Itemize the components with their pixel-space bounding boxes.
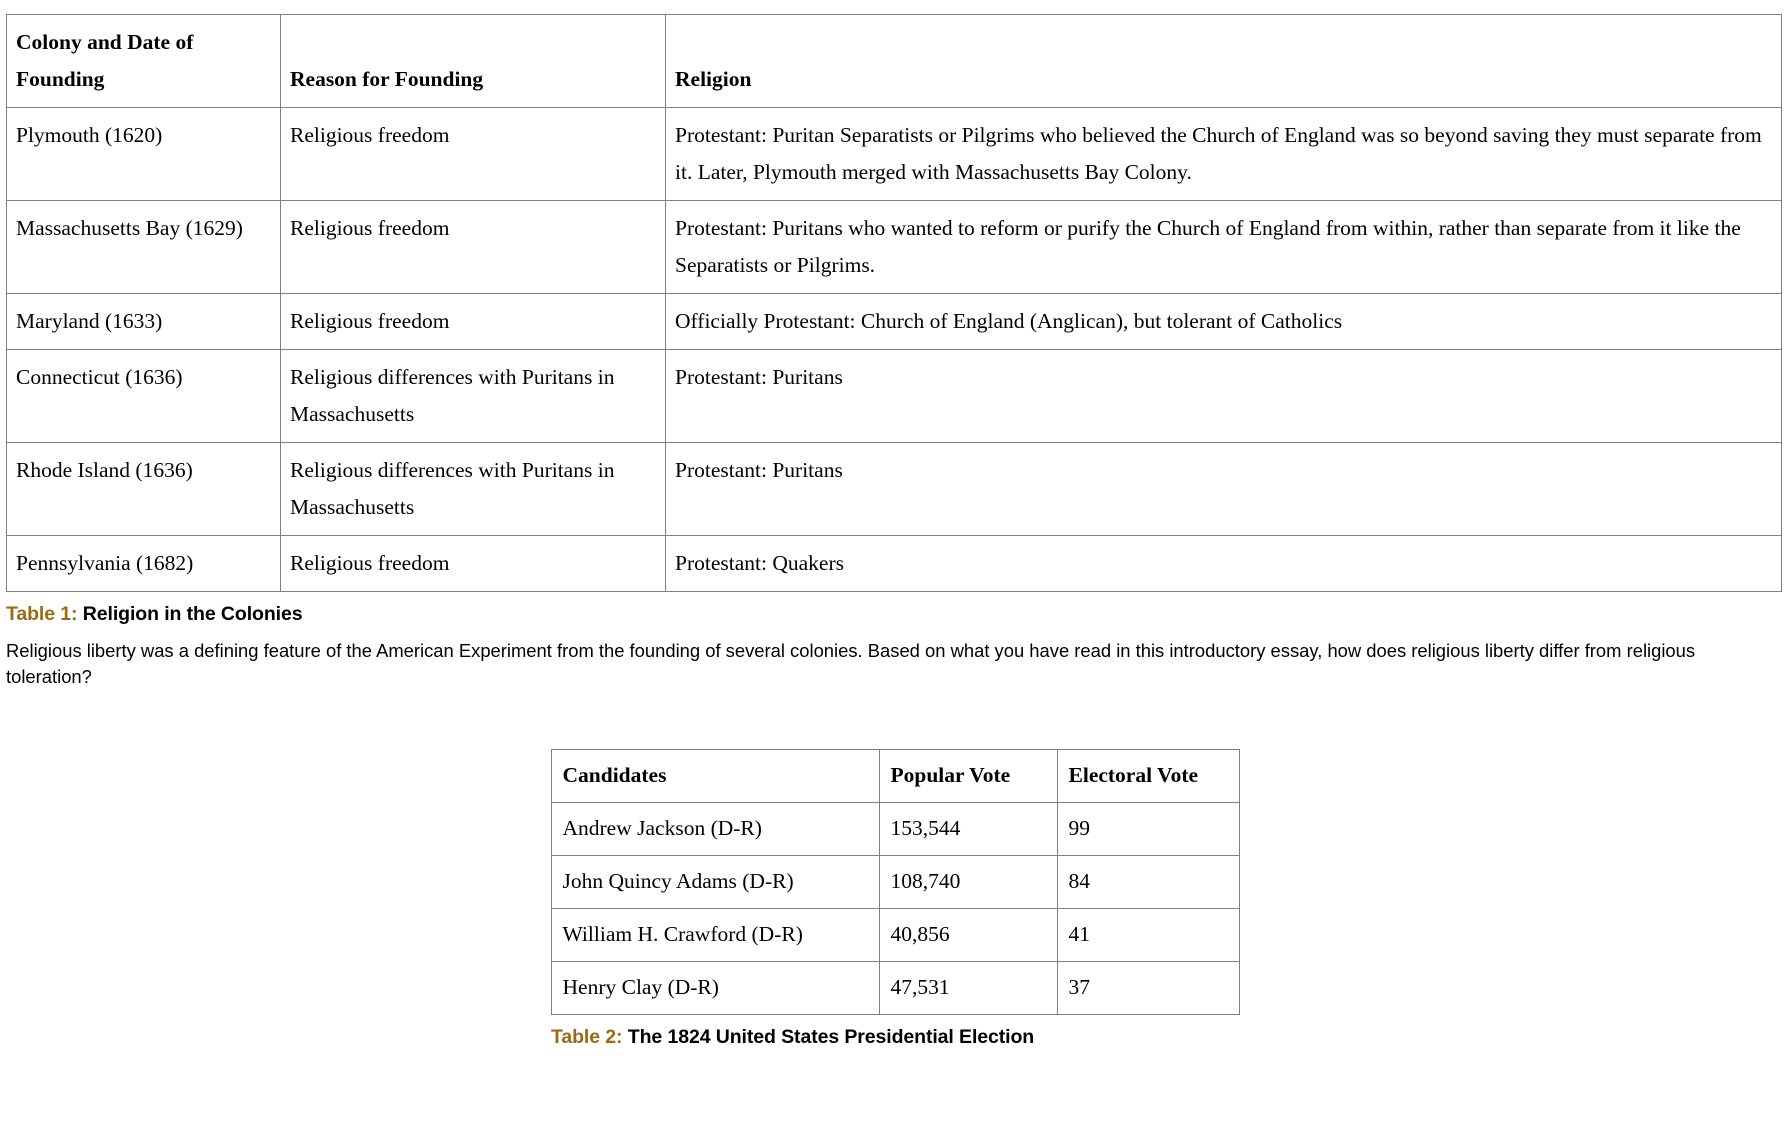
table-row	[551, 856, 1239, 909]
election-1824-table	[551, 749, 1240, 1015]
table-1-container	[0, 14, 1784, 691]
table-1-caption-label: Table 1:	[6, 602, 78, 625]
cell-candidate: Henry Clay (D-R)	[551, 962, 879, 1015]
cell-colony: Massachusetts Bay (1629)	[7, 200, 281, 293]
cell-electoral-vote: 37	[1057, 962, 1239, 1015]
cell-reason: Religious freedom	[281, 293, 666, 349]
cell-reason: Religious freedom	[281, 535, 666, 591]
column-header-candidates: Candidates	[551, 750, 879, 803]
cell-colony: Rhode Island (1636)	[7, 442, 281, 535]
table-2-container	[0, 749, 1784, 1049]
cell-popular-vote: 108,740	[879, 856, 1057, 909]
cell-religion: Protestant: Puritan Separatists or Pilgrims who believed the Church of England was so beyond saving they must separate from it. Later, Plymouth merged with Massachusetts Bay Colony.	[666, 108, 1782, 201]
cell-popular-vote: 47,531	[879, 962, 1057, 1015]
table-1-header	[7, 15, 1782, 108]
table-row	[7, 349, 1782, 442]
table-2-caption	[551, 1026, 1239, 1049]
cell-reason: Religious freedom	[281, 108, 666, 201]
cell-religion: Protestant: Puritans who wanted to reform or purify the Church of England from within, rather than separate from it like the Separatists or Pilgrims.	[666, 200, 1782, 293]
table-1-body	[7, 108, 1782, 592]
cell-religion: Protestant: Quakers	[666, 535, 1782, 591]
column-header-popular-vote: Popular Vote	[879, 750, 1057, 803]
cell-reason: Religious freedom	[281, 200, 666, 293]
table-2-caption-label: Table 2:	[551, 1026, 623, 1049]
cell-religion: Officially Protestant: Church of England (Anglican), but tolerant of Catholics	[666, 293, 1782, 349]
cell-candidate: Andrew Jackson (D-R)	[551, 803, 879, 856]
document-page	[0, 14, 1784, 1049]
cell-colony: Maryland (1633)	[7, 293, 281, 349]
table-2-body	[551, 803, 1239, 1015]
cell-religion: Protestant: Puritans	[666, 349, 1782, 442]
table-header-row	[551, 750, 1239, 803]
table-1-caption-text: Religion in the Colonies	[82, 602, 303, 625]
table-row	[7, 108, 1782, 201]
cell-candidate: John Quincy Adams (D-R)	[551, 856, 879, 909]
column-header-colony: Colony and Date of Founding	[7, 15, 281, 108]
table-row	[7, 442, 1782, 535]
cell-popular-vote: 40,856	[879, 909, 1057, 962]
cell-colony: Connecticut (1636)	[7, 349, 281, 442]
table-1-caption	[6, 603, 1780, 626]
cell-reason: Religious differences with Puritans in Massachusetts	[281, 349, 666, 442]
cell-religion: Protestant: Puritans	[666, 442, 1782, 535]
column-header-religion: Religion	[666, 15, 1782, 108]
essay-prompt-paragraph: Religious liberty was a defining feature of the American Experiment from the founding of several colonies. Based on what you have read in this introductory essay, how does religious liberty differ from religious toleration?	[6, 639, 1696, 688]
cell-electoral-vote: 84	[1057, 856, 1239, 909]
column-header-electoral-vote: Electoral Vote	[1057, 750, 1239, 803]
cell-reason: Religious differences with Puritans in Massachusetts	[281, 442, 666, 535]
table-header-row	[7, 15, 1782, 108]
table-row	[7, 293, 1782, 349]
table-row	[7, 535, 1782, 591]
cell-colony: Plymouth (1620)	[7, 108, 281, 201]
cell-electoral-vote: 99	[1057, 803, 1239, 856]
table-2-caption-text: The 1824 United States Presidential Election	[627, 1026, 1035, 1049]
cell-candidate: William H. Crawford (D-R)	[551, 909, 879, 962]
table-row	[551, 909, 1239, 962]
table-row	[551, 962, 1239, 1015]
table-row	[551, 803, 1239, 856]
cell-colony: Pennsylvania (1682)	[7, 535, 281, 591]
cell-popular-vote: 153,544	[879, 803, 1057, 856]
table-row	[7, 200, 1782, 293]
table-2-header	[551, 750, 1239, 803]
cell-electoral-vote: 41	[1057, 909, 1239, 962]
column-header-reason: Reason for Founding	[281, 15, 666, 108]
religion-in-colonies-table	[6, 14, 1782, 592]
